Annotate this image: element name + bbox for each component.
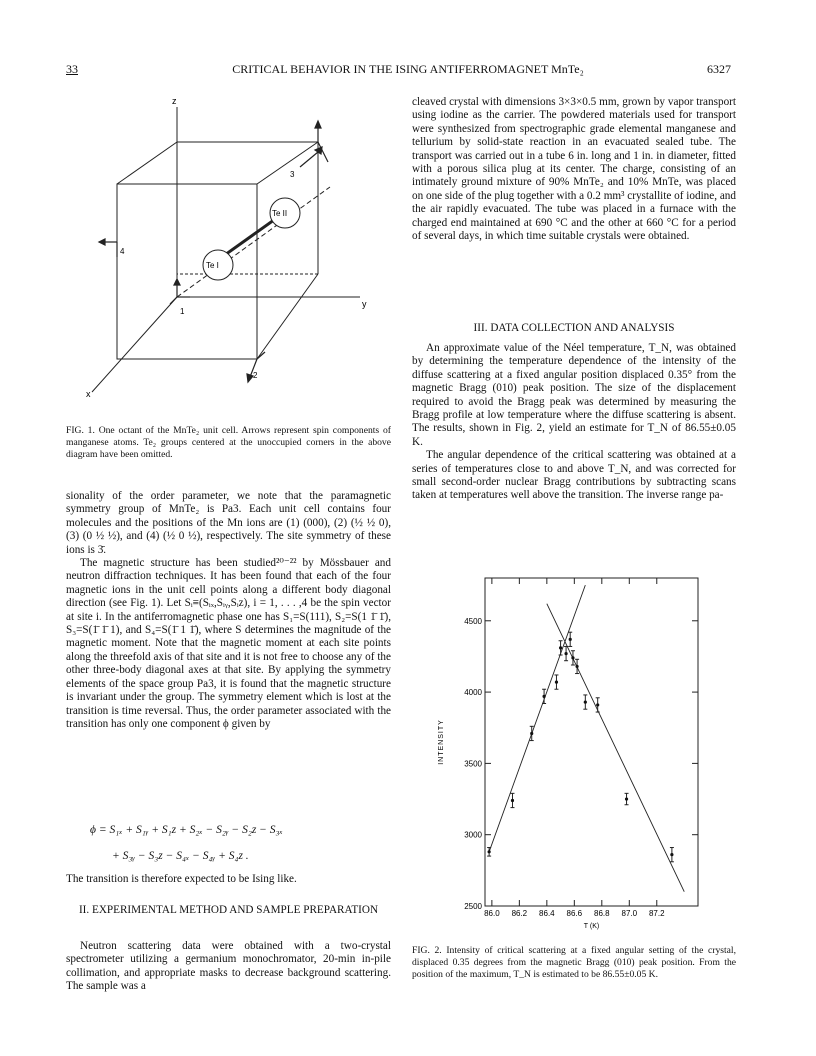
y-tick-label: 3000	[464, 830, 482, 840]
paragraph-experimental: Neutron scattering data were obtained with a two-crystal spectrometer utilizing a germanium monochromator, 20-min in-pile collimation, and appropriate masks to decrease background scattering. The sample was a	[66, 940, 391, 993]
equation-line-1: ϕ = S₁ₓ + S₁ᵧ + S₁z + S₂ₓ − S₂ᵧ − S₂z − S₃ₓ	[90, 824, 283, 836]
te1-label: Te I	[206, 261, 219, 270]
data-point	[670, 853, 673, 856]
te2-label: Te II	[272, 209, 288, 218]
data-point	[571, 656, 574, 659]
fig1-caption: FIG. 1. One octant of the MnTe₂ unit cell. Arrows represent spin components of manganese atoms. Te₂ groups centered at the unoccupied corners in the above diagram have been omitted.	[66, 425, 391, 460]
y-tick-label: 4000	[464, 688, 482, 698]
data-point	[575, 665, 578, 668]
left-column-end	[66, 940, 391, 994]
section-2-heading: II. EXPERIMENTAL METHOD AND SAMPLE PREPARATION	[78, 904, 379, 916]
fig1-unit-cell-diagram	[60, 92, 405, 417]
x-axis	[92, 297, 177, 392]
equation-line-2: + S₃ᵧ − S₃z − S₄ₓ − S₄ᵧ + S₄z .	[112, 850, 249, 862]
left-column-text	[66, 490, 391, 731]
x-axis-label: x	[86, 389, 91, 399]
paragraph-angular-dependence: The angular dependence of the critical scattering was obtained at a series of temperatures close to and above T_N, and was corrected for small second-order nuclear Bragg contributions by subtracting scans taken at temperatures well above the transition. The inverse range pa-	[412, 449, 736, 502]
page-number-left: 33	[66, 62, 78, 76]
data-point	[569, 638, 572, 641]
fig2-caption: FIG. 2. Intensity of critical scattering at a fixed angular setting of the crystal, displaced 0.35 degrees from the magnetic Bragg (010) peak position. From the position of the maximum, T_N is estimated to be 86.55±0.05 K.	[412, 945, 736, 980]
paragraph-neel-temperature: An approximate value of the Néel temperature, T_N, was obtained by determining the temperature dependence of the intensity of the diffuse scattering at a fixed angular position displaced 0.35° from the magnetic Bragg (010) peak position. The size of the displacement required to avoid the Bragg peak was determined by measuring the Bragg profile at low temperature where the diffuse scattering is absent. The results, shown in Fig. 2, yield an estimate for T_N of 86.55±0.05 K.	[412, 342, 736, 448]
data-point	[488, 850, 491, 853]
data-point	[555, 681, 558, 684]
paragraph-magnetic-structure: The magnetic structure has been studied²⁰⁻²² by Mössbauer and neutron diffraction techniques. It has been found that each of the four magnetic ions in the unit cell points along a different body diagonal direction (see Fig. 1). Let Sᵢ≡(Sᵢₓ,Sᵢᵧ,Sᵢz), i = 1, . . . ,4 be the spin vector at site i. In the antiferromagnetic phase one has S₁=S(111), S₂=S(1 1̄ 1̄), S₃=S(1̄ 1̄ 1), and S₄=S(1̄ 1 1̄), where S determines the magnitude of the magnetic moment. Note that the magnetic moment at each site points along the threefold axis of that site and it is not free to choose any of the other three-body diagonal axes at that site. By applying the symmetry elements of the space group Pa3, it is found that the magnetic structure is invariant under the group. The symmetry element which is lost at the transition is time reversal. Thus, the order parameter associated with the transition has only one component ϕ given by	[66, 557, 391, 730]
y-axis-label: INTENSITY	[438, 719, 445, 765]
y-tick-label: 3500	[464, 759, 482, 769]
x-tick-label: 86.6	[566, 909, 583, 918]
fit-line	[489, 585, 585, 852]
y-tick-label: 4500	[464, 616, 482, 626]
right-column-text	[412, 96, 736, 243]
x-tick-label: 86.8	[594, 909, 610, 918]
ising-sentence: The transition is therefore expected to be Ising like.	[66, 873, 297, 885]
site-label-4: 4	[120, 247, 125, 256]
data-point	[584, 700, 587, 703]
site-label-2: 2	[253, 371, 258, 380]
data-point	[625, 797, 628, 800]
data-point	[530, 732, 533, 735]
x-tick-label: 86.4	[539, 909, 555, 918]
data-point	[564, 652, 567, 655]
x-tick-label: 87.2	[648, 909, 665, 918]
data-point	[511, 799, 514, 802]
plot-frame	[485, 578, 698, 906]
y-tick-label: 2500	[464, 902, 482, 911]
data-point	[542, 695, 545, 698]
site-label-3: 3	[290, 170, 295, 179]
section-3-heading: III. DATA COLLECTION AND ANALYSIS	[473, 322, 675, 334]
page-number-right: 6327	[707, 62, 731, 76]
x-tick-label: 87.0	[621, 909, 638, 918]
running-title: CRITICAL BEHAVIOR IN THE ISING ANTIFERROMAGNET MnTe₂	[232, 62, 584, 76]
right-column-text-2	[412, 342, 736, 503]
site-label-1: 1	[180, 307, 185, 316]
data-point	[559, 646, 562, 649]
paragraph-sample-prep: cleaved crystal with dimensions 3×3×0.5 mm, grown by vapor transport using iodine as the carrier. The powdered materials used for transport were synthesized from spectrographic grade elemental manganese and tellurium by solid-state reaction in an evacuated sealed tube. The transport was carried out in a tube 6 in. long and 1 in. in diameter, fitted with a porous silica plug at its center. The charge, consisting of an intimately ground mixture of 90% MnTe₂ and 10% MnTe, was placed on one side of the plug together with a 0.2 mm³ crystallite of iodine, and the air rapidly evacuated. The tube was placed in a furnace with the charged end maintained at 690 °C and the other at 660 °C for a period of several days, in which time suitable crystals were obtained.	[412, 96, 736, 243]
y-axis-label: y	[362, 299, 367, 309]
data-point	[596, 703, 599, 706]
x-tick-label: 86.2	[511, 909, 528, 918]
x-axis-label: T (K)	[583, 923, 600, 930]
fig2-chart	[420, 568, 720, 940]
x-tick-label: 86.0	[484, 909, 500, 918]
z-axis-label: z	[172, 96, 177, 106]
paragraph-order-parameter: sionality of the order parameter, we note that the paramagnetic symmetry group of MnTe₂ is Pa3. Each unit cell contains four molecules and the positions of the Mn ions are (1) (000), (2) (½ ½ 0), (3) (0 ½ ½), and (4) (½ 0 ½), respectively. The site symmetry of these ions is 3̄.	[66, 490, 391, 556]
